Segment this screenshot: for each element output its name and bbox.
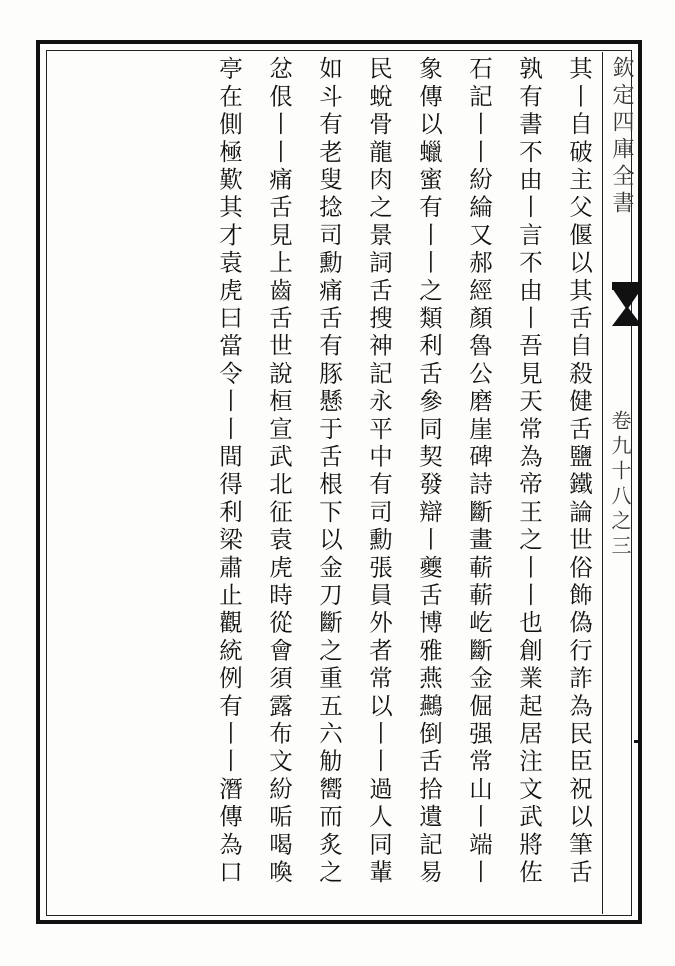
text-column-7: 忿佷丨丨痛舌見上齒舌世說桓宣武北征袁虎時從會須露布文紛㖃喝喚 <box>265 56 293 887</box>
text-column-3: 石記丨丨紛綸又郝經顏魯公磨崖碑詩斷畫蔪蔪屹斷金倔强常山丨端丨 <box>465 56 493 887</box>
text-column-5: 民蛻骨龍肉之景詞舌搜神記永平中有司勳張員外者常以丨丨過人同輩 <box>365 56 393 887</box>
text-column-6: 如斗有老叟捻司勳痛舌有豚懸于舌根下以金刀斷之重五六觔嚮而炙之 <box>315 56 343 887</box>
text-column-4: 象傳以蠟蜜有丨丨之類利舌參同契發辯丨夔舌博雅燕䴏倒舌拾遺記易 <box>415 56 443 887</box>
volume-label: 卷九十八之三 <box>608 410 632 560</box>
text-column-2: 孰有書不由丨言不由丨吾見天常為帝王之丨丨也創業起居注文武將佐 <box>515 56 543 887</box>
fishtail-bottom-decoration <box>612 306 642 326</box>
book-title: 欽定四庫全書 <box>609 56 634 218</box>
text-column-1: 其丨自破主父偃以其舌自殺健舌鹽鐵論世俗飾偽行詐為民臣祝以筆舌 <box>565 56 593 887</box>
text-column-8: 亭在側極歎其才袁虎曰當令丨丨間得利梁肅止觀統例有丨丨潛傳為口 <box>215 56 243 887</box>
side-tick-mark <box>634 740 642 743</box>
